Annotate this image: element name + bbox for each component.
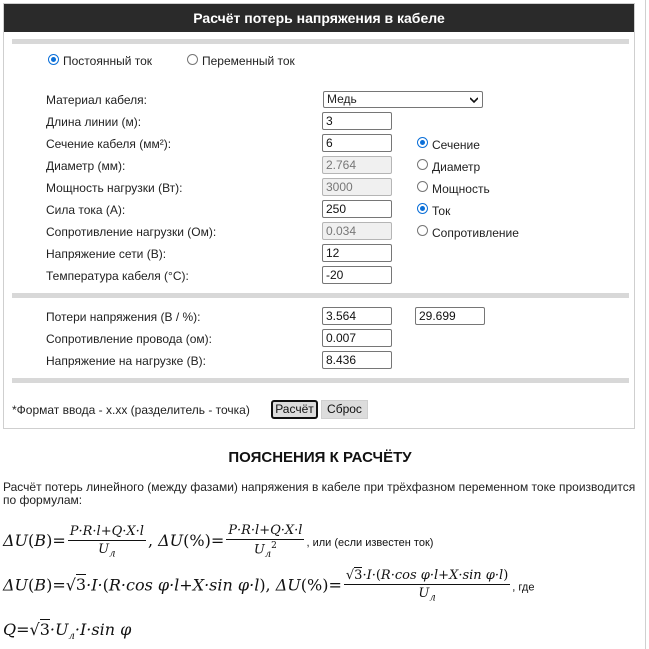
wire-resistance-label: Сопротивление провода (ом): xyxy=(46,332,212,346)
load-voltage-label: Напряжение на нагрузке (В): xyxy=(46,354,206,368)
material-select[interactable] xyxy=(323,91,483,108)
loss-volts-output: 3.564 xyxy=(322,307,392,325)
ac-radio[interactable] xyxy=(187,54,198,65)
formula-voltage-loss-current: ΔU(B)=√3·I·(R·cos φ·l+X·sin φ·l), ΔU(%)= $\frac{\text{√3·I·(R·cos φ·l+X·sin φ·l)}}{U_л}$ , где xyxy=(3,568,535,604)
mode-current-radio[interactable] xyxy=(417,203,428,214)
material-value: Медь xyxy=(327,92,357,106)
calculate-button[interactable]: Расчёт xyxy=(271,400,318,419)
divider xyxy=(12,293,629,298)
length-label: Длина линии (м): xyxy=(46,115,142,129)
voltage-input[interactable]: 12 xyxy=(322,244,392,262)
calculator-panel xyxy=(3,3,635,429)
resistance-input: 0.034 xyxy=(322,222,392,240)
load-voltage-output: 8.436 xyxy=(322,351,392,369)
mode-section-label[interactable]: Сечение xyxy=(432,138,480,152)
divider xyxy=(12,39,629,44)
dc-label[interactable]: Постоянный ток xyxy=(63,54,153,68)
formula-voltage-loss: ΔU(B)= $\frac{P\cdot R\cdot l+Q\cdot X\cdot l}{U_л}$ , ΔU(%)= $\frac{P\cdot R\cdot l+Q\cdot X\cdot l}{U_л^2}$ , или (если известен ток) xyxy=(3,523,434,560)
current-label: Сила тока (А): xyxy=(46,203,126,217)
section-label: Сечение кабеля (мм²): xyxy=(46,137,172,151)
divider xyxy=(12,378,629,383)
formula-reactive-power: $Q=√3\cdot U_л\cdot I\cdot\sin$ φ xyxy=(3,620,132,643)
diameter-label: Диаметр (мм): xyxy=(46,159,126,173)
wire-resistance-output: 0.007 xyxy=(322,329,392,347)
page-right-border xyxy=(645,0,646,649)
voltage-label: Напряжение сети (В): xyxy=(46,247,167,261)
explanation-text: Расчёт потерь линейного (между фазами) напряжения в кабеле при трёхфазном переменном токе производится по формулам: xyxy=(3,480,636,507)
mode-section-radio[interactable] xyxy=(417,137,428,148)
mode-power-radio[interactable] xyxy=(417,181,428,192)
mode-resistance-label[interactable]: Сопротивление xyxy=(432,226,519,240)
length-input[interactable]: 3 xyxy=(322,112,392,130)
diameter-input: 2.764 xyxy=(322,156,392,174)
current-input[interactable]: 250 xyxy=(322,200,392,218)
dc-radio[interactable] xyxy=(48,54,59,65)
chevron-down-icon xyxy=(470,96,478,104)
resistance-label: Сопротивление нагрузки (Ом): xyxy=(46,225,217,239)
page-title: Расчёт потерь напряжения в кабеле xyxy=(4,4,634,32)
input-format-note: *Формат ввода - x.xx (разделитель - точка) xyxy=(12,403,250,417)
temperature-label: Температура кабеля (°C): xyxy=(46,269,189,283)
reset-button[interactable]: Сброс xyxy=(321,400,368,419)
where-text: , где xyxy=(512,581,535,594)
mode-diameter-label[interactable]: Диаметр xyxy=(432,160,481,174)
mode-current-label[interactable]: Ток xyxy=(432,204,451,218)
loss-percent-output: 29.699 xyxy=(415,307,485,325)
explanation-title: ПОЯСНЕНИЯ К РАСЧЁТУ xyxy=(228,449,412,466)
power-label: Мощность нагрузки (Вт): xyxy=(46,181,183,195)
or-if-current-text: , или (если известен ток) xyxy=(306,536,434,549)
power-input: 3000 xyxy=(322,178,392,196)
mode-resistance-radio[interactable] xyxy=(417,225,428,236)
ac-label[interactable]: Переменный ток xyxy=(202,54,295,68)
loss-label: Потери напряжения (В / %): xyxy=(46,310,201,324)
material-label: Материал кабеля: xyxy=(46,93,147,107)
mode-power-label[interactable]: Мощность xyxy=(432,182,490,196)
mode-diameter-radio[interactable] xyxy=(417,159,428,170)
temperature-input[interactable]: -20 xyxy=(322,266,392,284)
section-input[interactable]: 6 xyxy=(322,134,392,152)
